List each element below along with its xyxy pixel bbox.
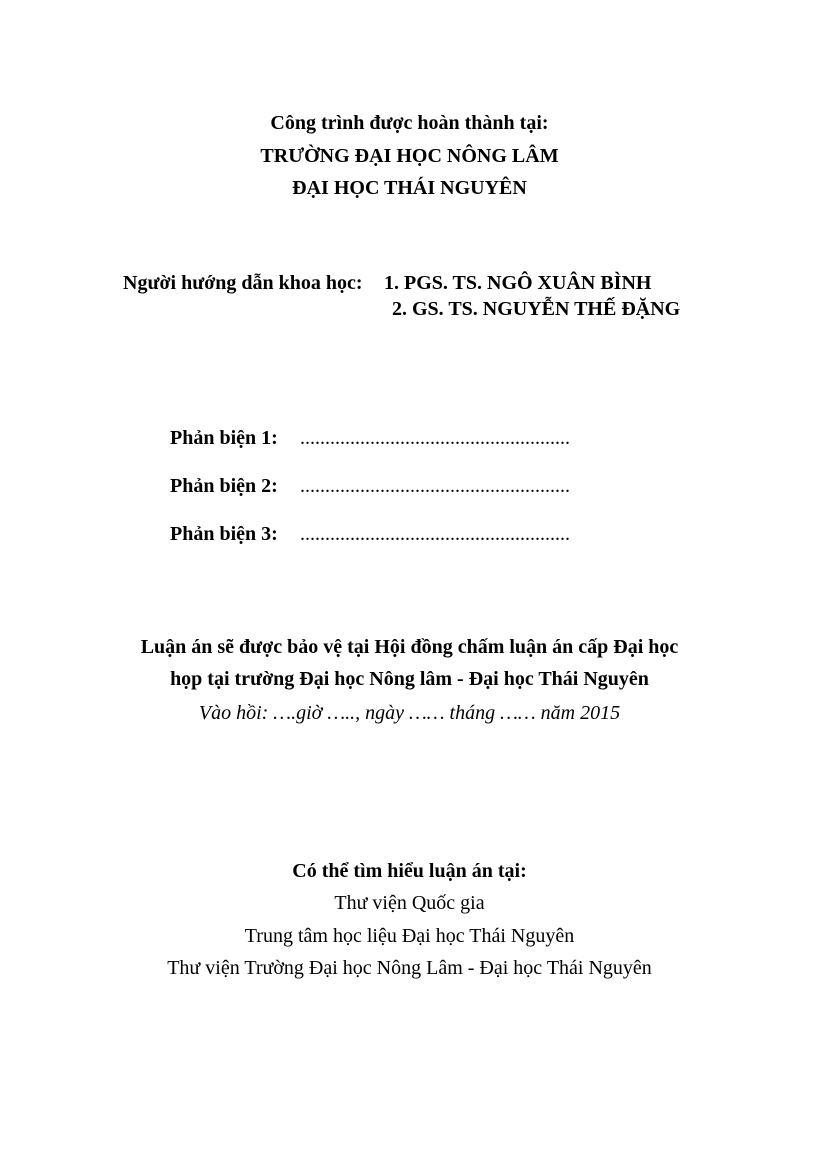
university-name: TRƯỜNG ĐẠI HỌC NÔNG LÂM (260, 145, 559, 167)
reviewer-3-label: Phản biện 3: (170, 523, 278, 545)
supervisor-first: 1. PGS. TS. NGÔ XUÂN BÌNH (384, 272, 652, 294)
reviewer-1-label: Phản biện 1: (170, 427, 278, 449)
supervisors-label: Người hướng dẫn khoa học: (123, 272, 363, 294)
libraries-heading: Có thể tìm hiểu luận án tại: (292, 860, 527, 882)
library-item: Thư viện Quốc gia (334, 892, 485, 914)
defense-time: Vào hồi: ….giờ ….., ngày …… tháng …… năm 2015 (198, 702, 621, 724)
library-item: Thư viện Trường Đại học Nông Lâm - Đại học Thái Nguyên (167, 957, 652, 979)
parent-university-name: ĐẠI HỌC THÁI NGUYÊN (292, 177, 527, 199)
library-item: Trung tâm học liệu Đại học Thái Nguyên (244, 925, 575, 947)
reviewer-2-label: Phản biện 2: (170, 475, 278, 497)
defense-line-2: họp tại trường Đại học Nông lâm - Đại học Thái Nguyên (170, 668, 649, 690)
reviewer-2-value: ...................................................... (300, 475, 570, 497)
supervisor-second: 2. GS. TS. NGUYỄN THẾ ĐẶNG (392, 298, 681, 320)
reviewer-1-value: ...................................................... (300, 427, 570, 449)
completed-at-heading: Công trình được hoàn thành tại: (270, 112, 549, 134)
defense-line-1: Luận án sẽ được bảo vệ tại Hội đồng chấm luận án cấp Đại học (140, 636, 679, 658)
reviewer-3-value: ...................................................... (300, 523, 570, 545)
